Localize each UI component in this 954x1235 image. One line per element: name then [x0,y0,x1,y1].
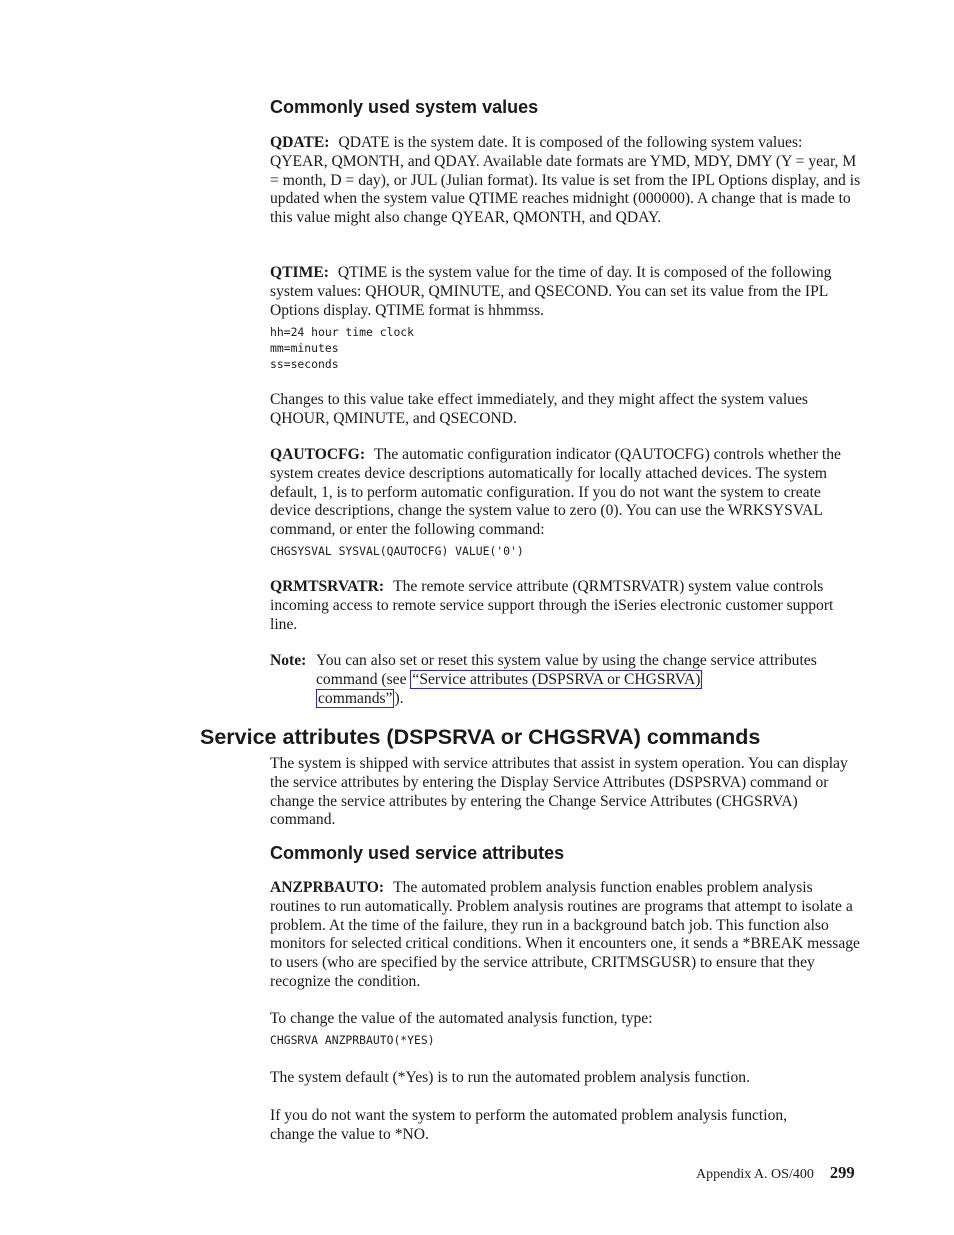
note-text [316,652,836,708]
qtime-code-block [270,325,862,372]
anzprbauto-paragraph [270,879,862,992]
note-label: Note: [270,652,307,669]
page-footer [696,1163,855,1183]
qautocfg-code: CHGSYSVAL SYSVAL(QAUTOCFG) VALUE('0') [270,544,524,558]
qdate-paragraph [270,134,862,228]
code-line: ss=seconds [270,356,339,371]
qrmtsrvatr-label: QRMTSRVATR: [270,578,385,595]
qdate-label: QDATE: [270,134,330,151]
page-number: 299 [829,1163,855,1182]
change-value-paragraph: To change the value of the automated analysis function, type: [270,1010,653,1027]
qtime-text: QTIME is the system value for the time of day. It is composed of the following system values: QHOUR, QMINUTE, and QSECOND. You can set its value from the IPL Options display. QTIME format is hhmmss. [270,264,832,319]
qautocfg-paragraph [270,446,862,540]
note-text-after: ). [394,689,404,707]
code-line: hh=24 hour time clock [270,325,415,339]
qautocfg-text: The automatic configuration indicator (QAUTOCFG) controls whether the system creates device descriptions automatically for locally attached devices. The system default, 1, is to perform automatic configuration. If you do not want the system to create device descriptions, change the system value to zero (0). You can use the WRKSYSVAL command, or enter the following command: [270,446,841,539]
note-text-before: You can also set or reset this system value by using the change service attributes command (see [316,652,817,688]
link-service-attributes[interactable]: “Service attributes (DSPSRVA or CHGSRVA) [412,670,701,688]
default-paragraph: The system default (*Yes) is to run the automated problem analysis function. [270,1069,750,1086]
subheading-service-attributes: Commonly used service attributes [270,843,565,863]
code-line: mm=minutes [270,340,339,355]
anzprbauto-label: ANZPRBAUTO: [270,879,385,896]
link-service-attributes-commands[interactable]: commands” [318,689,393,707]
no-value-paragraph: If you do not want the system to perform the automated problem analysis function, change the value to *NO. [270,1107,788,1143]
qtime-after-paragraph: Changes to this value take effect immediately, and they might affect the system values QHOUR, QMINUTE, and QSECOND. [270,391,808,427]
qdate-text: QDATE is the system date. It is composed of the following system values: QYEAR, QMONTH, and QDAY. Available date formats are YMD, MDY, DMY (Y = year, M = month, D = day), or JUL (Julian format). Its value is set from the IPL Options display, and is updated when the system value QTIME reaches midnight (000000). A change that is made to this value might also change QYEAR, QMONTH, and QDAY. [270,134,861,227]
anzprbauto-text: The automated problem analysis function enables problem analysis routines to run automatically. Problem analysis routines are programs that attempt to isolate a problem. At the time of the failure, they run in a background batch job. This function also monitors for selected critical conditions. When it encounters one, it sends a *BREAK message to users (who are specified by the service attribute, CRITMSGUSR) to ensure that they recognize the condition. [270,879,860,990]
qrmtsrvatr-text: The remote service attribute (QRMTSRVATR) system value controls incoming access to remote service support through the iSeries electronic customer support line. [270,578,834,633]
section-heading-system-values: Commonly used system values [270,97,539,117]
service-intro-paragraph: The system is shipped with service attributes that assist in system operation. You can display the service attributes by entering the Display Service Attributes (DSPSRVA) command or change the service attributes by entering the Change Service Attributes (CHGSRVA) command. [270,755,848,829]
footer-label: Appendix A. OS/400 [696,1167,814,1182]
qrmtsrvatr-paragraph [270,578,862,634]
qautocfg-label: QAUTOCFG: [270,446,366,463]
qtime-paragraph [270,264,862,320]
section-heading-service-attributes: Service attributes (DSPSRVA or CHGSRVA) commands [200,725,761,749]
anzprbauto-code: CHGSRVA ANZPRBAUTO(*YES) [270,1033,435,1047]
qtime-label: QTIME: [270,264,329,281]
